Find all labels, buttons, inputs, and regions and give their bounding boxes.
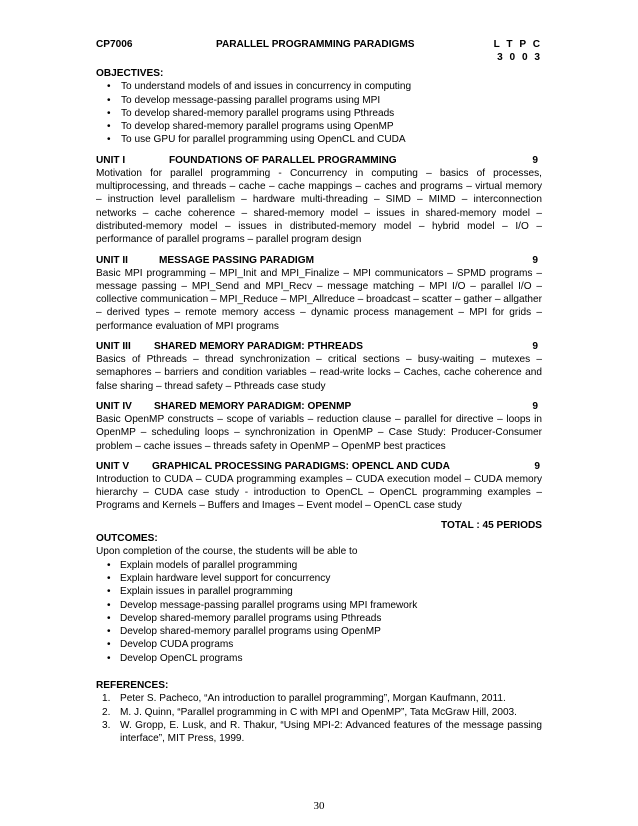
unit-name: MESSAGE PASSING PARADIGM: [159, 254, 314, 266]
unit-heading: [96, 400, 542, 413]
list-item: 2. M. J. Quinn, “Parallel programming in C with MPI and OpenMP”, Tata McGraw Hill, 2003.: [102, 706, 517, 718]
unit-heading: [96, 460, 542, 473]
list-item: • To understand models of and issues in concurrency in computing: [107, 81, 412, 93]
unit-body: Motivation for parallel programming - Concurrency in computing – basics of processes, multiprocessing, and threads – cache – cache mappings – caches and programs – virtual memory – instruction level parallelism – hardware multi-threading – SIMD – MIMD – interconnection networks – cache coherence – shared-memory model – issues in shared-memory model – distributed-memory model – issues in distributed-memory model – hybrid model – I/O – performance of parallel programs – parallel program design: [96, 167, 542, 246]
unit-2: [96, 254, 542, 333]
page-number: 30: [313, 800, 325, 812]
list-item: • Develop message-passing parallel programs using MPI framework: [107, 599, 418, 611]
list-item: • To use GPU for parallel programming using OpenCL and CUDA: [107, 134, 406, 146]
list-item: • Develop CUDA programs: [107, 639, 234, 651]
unit-body: Basic MPI programming – MPI_Init and MPI_Finalize – MPI communicators – SPMD programs – message passing – MPI_Send and MPI_Recv – message matching – MPI I/O – parallel I/O – collective communication – MPI_Reduce – MPI_Allreduce – broadcast – scatter – gather – allgather – derived types – remote memory access – dynamic process management – MPI for grids – performance evaluation of MPI programs: [96, 267, 542, 332]
references-title: REFERENCES:: [96, 679, 169, 691]
unit-hours: 9: [532, 154, 538, 166]
unit-5: [96, 460, 542, 513]
list-item: • Explain models of parallel programming: [107, 559, 298, 571]
ltpc-values: 3 0 0 3: [497, 52, 542, 63]
objectives-list: [96, 80, 542, 146]
list-item: • To develop shared-memory parallel programs using OpenMP: [107, 121, 394, 133]
unit-body: Introduction to CUDA – CUDA programming examples – CUDA execution model – CUDA memory hierarchy – CUDA case study - introduction to OpenCL – OpenCL programming examples – Programs and Kernels – Buffers and Images – Event model – OpenCL case study: [96, 473, 542, 512]
unit-hours: 9: [532, 254, 538, 266]
list-item: • To develop message-passing parallel programs using MPI: [107, 94, 381, 106]
ltpc-block: [494, 38, 542, 64]
course-title: PARALLEL PROGRAMMING PARADIGMS: [216, 39, 415, 50]
outcomes-list: [96, 559, 542, 665]
bullet-icon: •: [107, 559, 111, 571]
list-item: • Explain hardware level support for concurrency: [107, 572, 331, 584]
bullet-icon: •: [107, 626, 111, 638]
bullet-icon: •: [107, 134, 111, 146]
unit-hours: 9: [532, 400, 538, 412]
objectives-title: OBJECTIVES:: [96, 68, 164, 79]
unit-heading: [96, 340, 542, 353]
unit-heading: [96, 254, 542, 267]
list-item: • Develop shared-memory parallel programs using OpenMP: [107, 626, 381, 638]
unit-number: UNIT I: [96, 154, 126, 166]
references-list: [96, 692, 542, 745]
bullet-icon: •: [107, 572, 111, 584]
bullet-icon: •: [107, 121, 111, 133]
total-periods: TOTAL : 45 PERIODS: [441, 519, 542, 531]
ltpc-letters: L T P C: [493, 39, 542, 50]
unit-heading: [96, 154, 542, 167]
list-item: • Explain issues in parallel programming: [107, 586, 293, 598]
unit-3: [96, 340, 542, 393]
list-item: 1. Peter S. Pacheco, “An introduction to parallel programming”, Morgan Kaufmann, 2011.: [102, 693, 506, 705]
list-item: • Develop OpenCL programs: [107, 652, 243, 664]
unit-name: FOUNDATIONS OF PARALLEL PROGRAMMING: [169, 154, 397, 166]
list-item: 3. W. Gropp, E. Lusk, and R. Thakur, “Using MPI-2: Advanced features of the message passing interface”, MIT Press, 1999.: [102, 719, 542, 745]
unit-name: GRAPHICAL PROCESSING PARADIGMS: OPENCL AND CUDA: [152, 460, 450, 472]
list-item: • Develop shared-memory parallel programs using Pthreads: [107, 612, 382, 624]
unit-hours: 9: [534, 460, 540, 472]
bullet-icon: •: [107, 639, 111, 651]
unit-body: Basics of Pthreads – thread synchronization – critical sections – busy-waiting – mutexes – semaphores – barriers and condition variables – read-write locks – Caches, cache coherence and false sharing – thread safety – Pthreads case study: [96, 354, 542, 392]
unit-1: [96, 154, 542, 247]
course-code: CP7006: [96, 39, 133, 50]
unit-number: UNIT V: [96, 460, 130, 472]
bullet-icon: •: [107, 586, 111, 598]
bullet-icon: •: [107, 94, 111, 106]
bullet-icon: •: [107, 612, 111, 624]
syllabus-page: [96, 38, 542, 745]
bullet-icon: •: [107, 107, 111, 119]
list-item: • To develop shared-memory parallel programs using Pthreads: [107, 107, 395, 119]
unit-name: SHARED MEMORY PARADIGM: OPENMP: [154, 400, 352, 412]
unit-name: SHARED MEMORY PARADIGM: PTHREADS: [154, 341, 363, 353]
unit-4: [96, 400, 542, 453]
unit-hours: 9: [532, 341, 538, 353]
bullet-icon: •: [107, 599, 111, 611]
unit-number: UNIT IV: [96, 400, 132, 412]
unit-number: UNIT III: [96, 341, 131, 353]
outcomes-title: OUTCOMES:: [96, 533, 158, 545]
unit-body: Basic OpenMP constructs – scope of variabls – reduction clause – parallel for directive – loops in OpenMP – scheduling loops – synchronization in OpenMP – Case Study: Producer-Consumer problem – cache issues – threads safety in OpenMP – OpenMP best practices: [96, 413, 542, 452]
bullet-icon: •: [107, 81, 111, 93]
outcomes-intro: Upon completion of the course, the students will be able to: [96, 546, 358, 558]
bullet-icon: •: [107, 652, 111, 664]
course-header: [96, 38, 542, 67]
unit-number: UNIT II: [96, 254, 128, 266]
